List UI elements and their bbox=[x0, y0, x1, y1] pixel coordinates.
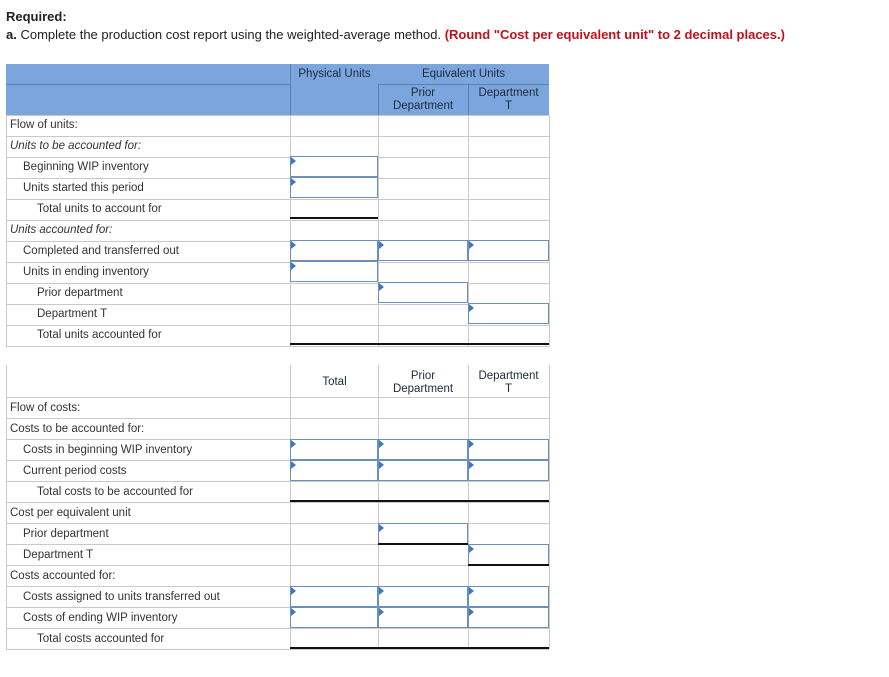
instruction-text: Complete the production cost report using the weighted-average method. bbox=[20, 27, 442, 42]
beginning-wip-units-input[interactable] bbox=[290, 156, 378, 177]
row-label: Total units to account for bbox=[37, 203, 162, 215]
equivalent-units-header: Equivalent Units bbox=[421, 68, 506, 80]
row-label: Costs of ending WIP inventory bbox=[23, 612, 178, 624]
total-header: Total bbox=[322, 376, 347, 388]
prior-dept-header-1: Prior bbox=[410, 87, 436, 99]
row-label: Prior department bbox=[37, 287, 123, 299]
row-label: Costs to be accounted for: bbox=[10, 423, 145, 435]
row-label: Department T bbox=[23, 549, 94, 561]
grid-col-line bbox=[378, 115, 379, 346]
row-label: Cost per equivalent unit bbox=[10, 507, 131, 519]
row-label: Total units accounted for bbox=[37, 329, 162, 341]
cost-prior-dept-header-1: Prior bbox=[410, 370, 436, 382]
grid-col-line bbox=[6, 365, 7, 649]
row-label: Units accounted for: bbox=[10, 224, 113, 236]
beginning-wip-cost-dept-t-input[interactable] bbox=[468, 439, 549, 460]
row-label: Costs assigned to units transferred out bbox=[23, 591, 220, 603]
rounding-note: (Round "Cost per equivalent unit" to 2 decimal places.) bbox=[444, 27, 785, 42]
row-label: Flow of costs: bbox=[10, 402, 81, 414]
cost-dept-t-header-1: Department bbox=[478, 370, 539, 382]
row-label: Units to be accounted for: bbox=[10, 140, 142, 152]
cpeu-dept-t-input[interactable] bbox=[468, 544, 549, 565]
transferred-cost-dept-t-input[interactable] bbox=[468, 586, 549, 607]
completed-units-input[interactable] bbox=[290, 240, 378, 261]
current-cost-prior-input[interactable] bbox=[378, 460, 468, 481]
dept-t-header-2: T bbox=[504, 100, 513, 112]
row-label: Units started this period bbox=[23, 182, 144, 194]
grid-col-line bbox=[6, 115, 7, 346]
current-cost-total-input[interactable] bbox=[290, 460, 378, 481]
grid-row-line bbox=[6, 346, 549, 347]
row-label: Total costs accounted for bbox=[37, 633, 165, 645]
prior-dept-header-2: Department bbox=[392, 100, 454, 112]
row-label: Costs in beginning WIP inventory bbox=[23, 444, 193, 456]
ending-dept-t-eu-input[interactable] bbox=[468, 303, 549, 324]
ending-wip-cost-prior-input[interactable] bbox=[378, 607, 468, 628]
cpeu-prior-input[interactable] bbox=[378, 523, 468, 544]
grid-row-line bbox=[6, 649, 549, 650]
current-cost-dept-t-input[interactable] bbox=[468, 460, 549, 481]
row-label: Current period costs bbox=[23, 465, 127, 477]
beginning-wip-cost-total-input[interactable] bbox=[290, 439, 378, 460]
row-label: Department T bbox=[37, 308, 108, 320]
transferred-cost-total-input[interactable] bbox=[290, 586, 378, 607]
row-label: Costs accounted for: bbox=[10, 570, 116, 582]
transferred-cost-prior-input[interactable] bbox=[378, 586, 468, 607]
row-label: Completed and transferred out bbox=[23, 245, 179, 257]
cost-dept-t-header-2: T bbox=[504, 383, 513, 395]
completed-prior-eu-input[interactable] bbox=[378, 240, 468, 261]
ending-wip-cost-dept-t-input[interactable] bbox=[468, 607, 549, 628]
physical-units-header: Physical Units bbox=[298, 68, 371, 80]
row-label: Beginning WIP inventory bbox=[23, 161, 149, 173]
required-heading: Required: bbox=[6, 9, 67, 24]
row-label: Total costs to be accounted for bbox=[37, 486, 193, 498]
grid-col-line bbox=[290, 115, 291, 346]
ending-wip-cost-total-input[interactable] bbox=[290, 607, 378, 628]
ending-inventory-units-input[interactable] bbox=[290, 261, 378, 282]
dept-t-header-1: Department bbox=[478, 87, 539, 99]
row-label: Prior department bbox=[23, 528, 109, 540]
grid-col-line bbox=[549, 365, 550, 649]
cost-prior-dept-header-2: Department bbox=[392, 383, 454, 395]
row-label: Flow of units: bbox=[10, 119, 78, 131]
instruction-line bbox=[6, 27, 785, 42]
grid-col-line bbox=[549, 115, 550, 346]
completed-dept-t-eu-input[interactable] bbox=[468, 240, 549, 261]
beginning-wip-cost-prior-input[interactable] bbox=[378, 439, 468, 460]
ending-prior-eu-input[interactable] bbox=[378, 282, 468, 303]
row-label: Units in ending inventory bbox=[23, 266, 149, 278]
instruction-prefix: a. bbox=[6, 27, 17, 42]
units-started-input[interactable] bbox=[290, 177, 378, 198]
